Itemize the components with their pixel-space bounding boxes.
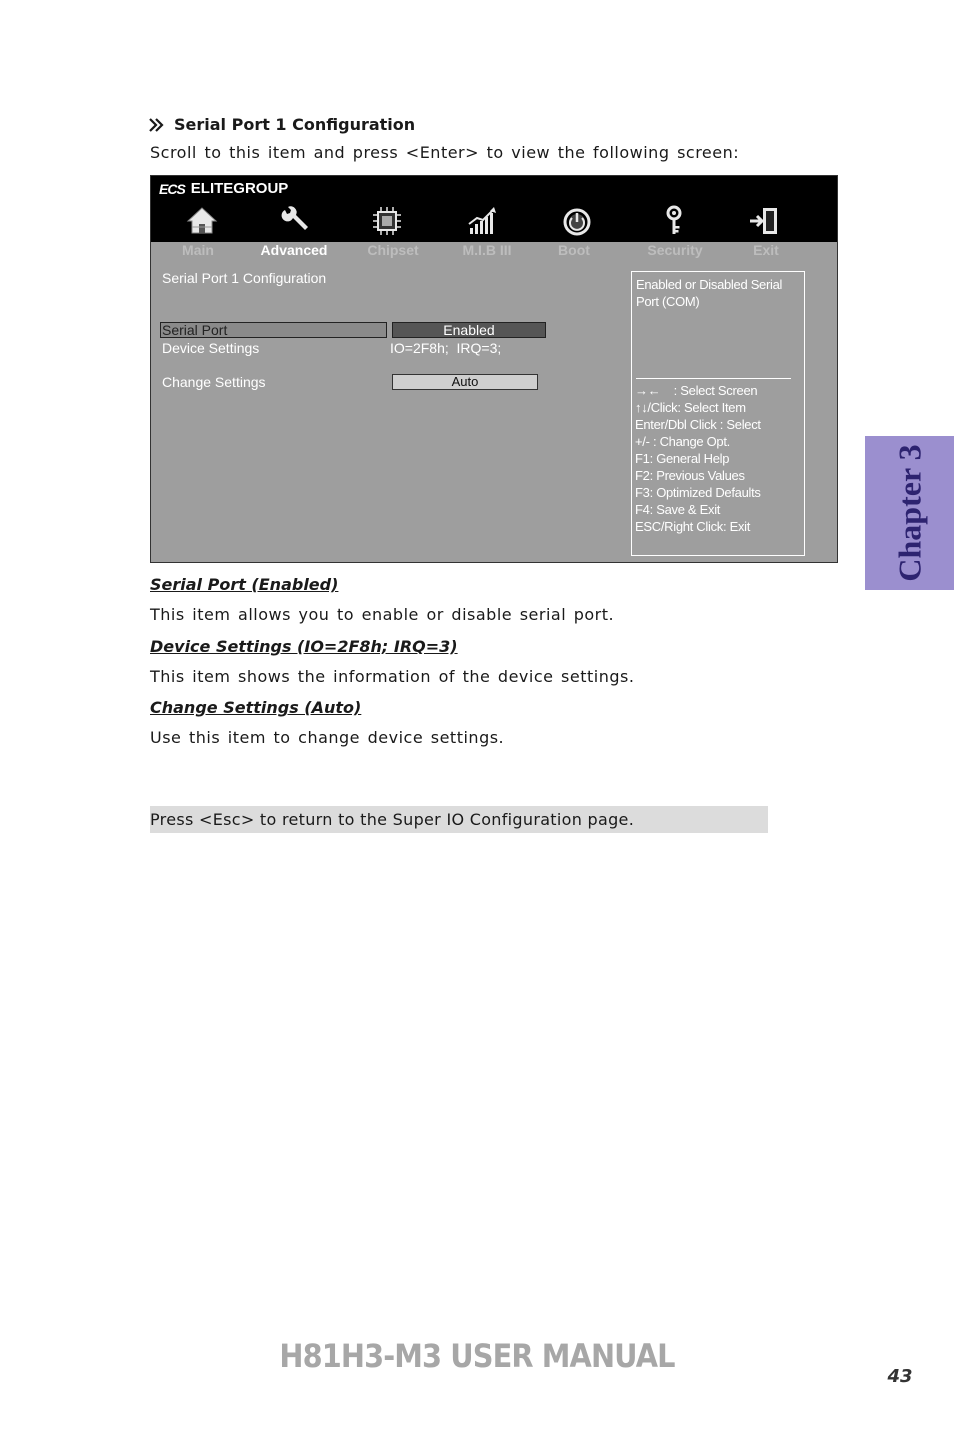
change-settings-description: Use this item to change device settings. (150, 728, 505, 747)
return-note: Press <Esc> to return to the Super IO Configuration page. (150, 806, 768, 833)
exit-icon[interactable] (747, 204, 781, 238)
key-hint: F4: Save & Exit (635, 502, 721, 517)
bios-page-title: Serial Port 1 Configuration (162, 270, 327, 286)
chapter-tab (865, 436, 954, 590)
help-divider (636, 378, 791, 379)
serial-port-heading: Serial Port (Enabled) (150, 575, 339, 594)
chapter-label: Chapter 3 (891, 444, 927, 582)
chip-icon[interactable] (370, 204, 404, 238)
tab-icons-row (151, 202, 837, 242)
key-hint: ↑↓/Click: Select Item (635, 400, 746, 415)
key-hint: Enter/Dbl Click : Select (635, 417, 761, 432)
brand (159, 180, 288, 197)
section-intro: Scroll to this item and press <Enter> to view the following screen: (150, 143, 740, 162)
serial-port-value[interactable]: Enabled (392, 322, 546, 338)
key-legend (635, 382, 761, 535)
tab-mib-iii[interactable]: M.I.B III (462, 242, 512, 258)
manual-title: H81H3-M3 USER MANUAL (279, 1337, 675, 1375)
section-title: Serial Port 1 Configuration (174, 115, 416, 134)
page-number: 43 (887, 1366, 913, 1387)
key-hint: +/- : Change Opt. (635, 434, 730, 449)
key-hint: F3: Optimized Defaults (635, 485, 761, 500)
double-chevron-icon (148, 116, 166, 134)
chart-icon[interactable] (465, 204, 499, 238)
device-settings-heading: Device Settings (IO=2F8h; IRQ=3) (150, 637, 458, 656)
home-icon[interactable] (185, 204, 219, 238)
help-panel (631, 271, 805, 556)
tab-boot[interactable]: Boot (558, 242, 590, 258)
key-hint: F1: General Help (635, 451, 730, 466)
tab-security[interactable]: Security (647, 242, 703, 258)
section-heading (148, 115, 415, 134)
key-hint: →← : Select Screen (635, 383, 758, 398)
tab-chipset[interactable]: Chipset (367, 242, 419, 258)
brand-name: ELITEGROUP (190, 180, 289, 197)
key-hint: ESC/Right Click: Exit (635, 519, 751, 534)
tab-advanced[interactable]: Advanced (260, 242, 328, 258)
wrench-icon[interactable] (277, 204, 311, 238)
device-settings-description: This item shows the information of the device settings. (150, 667, 635, 686)
help-description: Enabled or Disabled Serial Port (COM) (636, 277, 783, 309)
bios-header (151, 176, 837, 242)
tab-main[interactable]: Main (182, 242, 214, 258)
serial-port-description: This item allows you to enable or disable serial port. (150, 605, 615, 624)
bios-screenshot (150, 175, 838, 563)
device-settings-value: IO=2F8h; IRQ=3; (390, 340, 502, 356)
tab-exit[interactable]: Exit (753, 242, 779, 258)
device-settings-label: Device Settings (162, 340, 260, 356)
key-hint: F2: Previous Values (635, 468, 745, 483)
bios-tabs (151, 242, 837, 262)
serial-port-label[interactable]: Serial Port (162, 322, 228, 338)
power-icon[interactable] (560, 204, 594, 238)
change-settings-label[interactable]: Change Settings (162, 374, 266, 390)
ecs-logo: ECS (159, 180, 185, 197)
change-settings-heading: Change Settings (Auto) (150, 698, 362, 717)
change-settings-value[interactable]: Auto (392, 374, 538, 390)
key-icon[interactable] (657, 204, 691, 238)
